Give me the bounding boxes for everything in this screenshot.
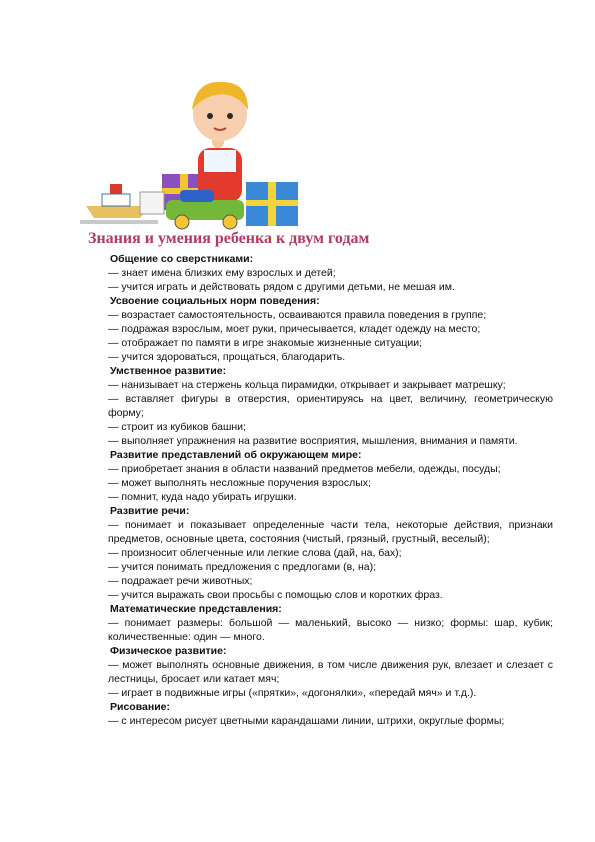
section-heading: Математические представления: — [110, 603, 282, 615]
section-heading: Усвоение социальных норм поведения: — [110, 295, 320, 307]
list-item: — выполняет упражнения на развитие восприятия, мышления, внимания и памяти. — [108, 435, 518, 447]
list-item: — играет в подвижные игры («прятки», «догонялки», «передай мяч» и т.д.). — [108, 687, 477, 699]
list-item: — отображает по памяти в игре знакомые жизненные ситуации; — [108, 337, 423, 349]
list-item: — учится играть и действовать рядом с другими детьми, не мешая им. — [108, 281, 455, 293]
page-title: Знания и умения ребенка к двум годам — [88, 230, 370, 247]
list-item: — подражает речи животных; — [108, 575, 253, 587]
list-item: — нанизывает на стержень кольца пирамидки, открывает и закрывает матрешку; — [108, 379, 506, 391]
section-heading: Развитие представлений об окружающем мире: — [110, 449, 362, 461]
section-heading: Рисование: — [110, 701, 171, 713]
list-item: — учится понимать предложения с предлогами (в, на); — [108, 561, 377, 573]
list-item: — учится здороваться, прощаться, благодарить. — [108, 351, 346, 363]
list-item: — вставляет фигуры в отверстия, ориентируясь на цвет, величину, геометрическую форму; — [108, 393, 553, 419]
list-item: — понимает размеры: большой — маленький, высоко — низко; формы: шар, кубик; количественные: один — много. — [108, 617, 553, 643]
list-item: — может выполнять несложные поручения взрослых; — [108, 477, 371, 489]
list-item: — строит из кубиков башни; — [108, 421, 246, 433]
content — [108, 252, 553, 728]
list-item: — с интересом рисует цветными карандашами линии, штрихи, округлые формы; — [108, 715, 505, 727]
list-item: — знает имена близких ему взрослых и детей; — [108, 267, 336, 279]
section-heading: Развитие речи: — [110, 505, 190, 517]
section-heading: Умственное развитие: — [110, 365, 227, 377]
list-item: — учится выражать свои просьбы с помощью слов и коротких фраз. — [108, 589, 443, 601]
boy-with-toys-illustration — [80, 70, 310, 230]
list-item: — может выполнять основные движения, в том числе движения рук, влезает и слезает с лестницы, бросает или катает мяч; — [108, 659, 553, 685]
list-item: — подражая взрослым, моет руки, причесывается, кладет одежду на место; — [108, 323, 481, 335]
list-item: — помнит, куда надо убирать игрушки. — [108, 491, 297, 503]
list-item: — возрастает самостоятельность, осваиваются правила поведения в группе; — [108, 309, 487, 321]
list-item: — приобретает знания в области названий предметов мебели, одежды, посуды; — [108, 463, 501, 475]
section-heading: Физическое развитие: — [110, 645, 227, 657]
section-heading: Общение со сверстниками: — [110, 253, 254, 265]
list-item: — произносит облегченные или легкие слова (дай, на, бах); — [108, 547, 402, 559]
list-item: — понимает и показывает определенные части тела, некоторые действия, признаки предметов, основные цвета, состояния (чистый, грязный, грустный, веселый); — [108, 519, 553, 545]
